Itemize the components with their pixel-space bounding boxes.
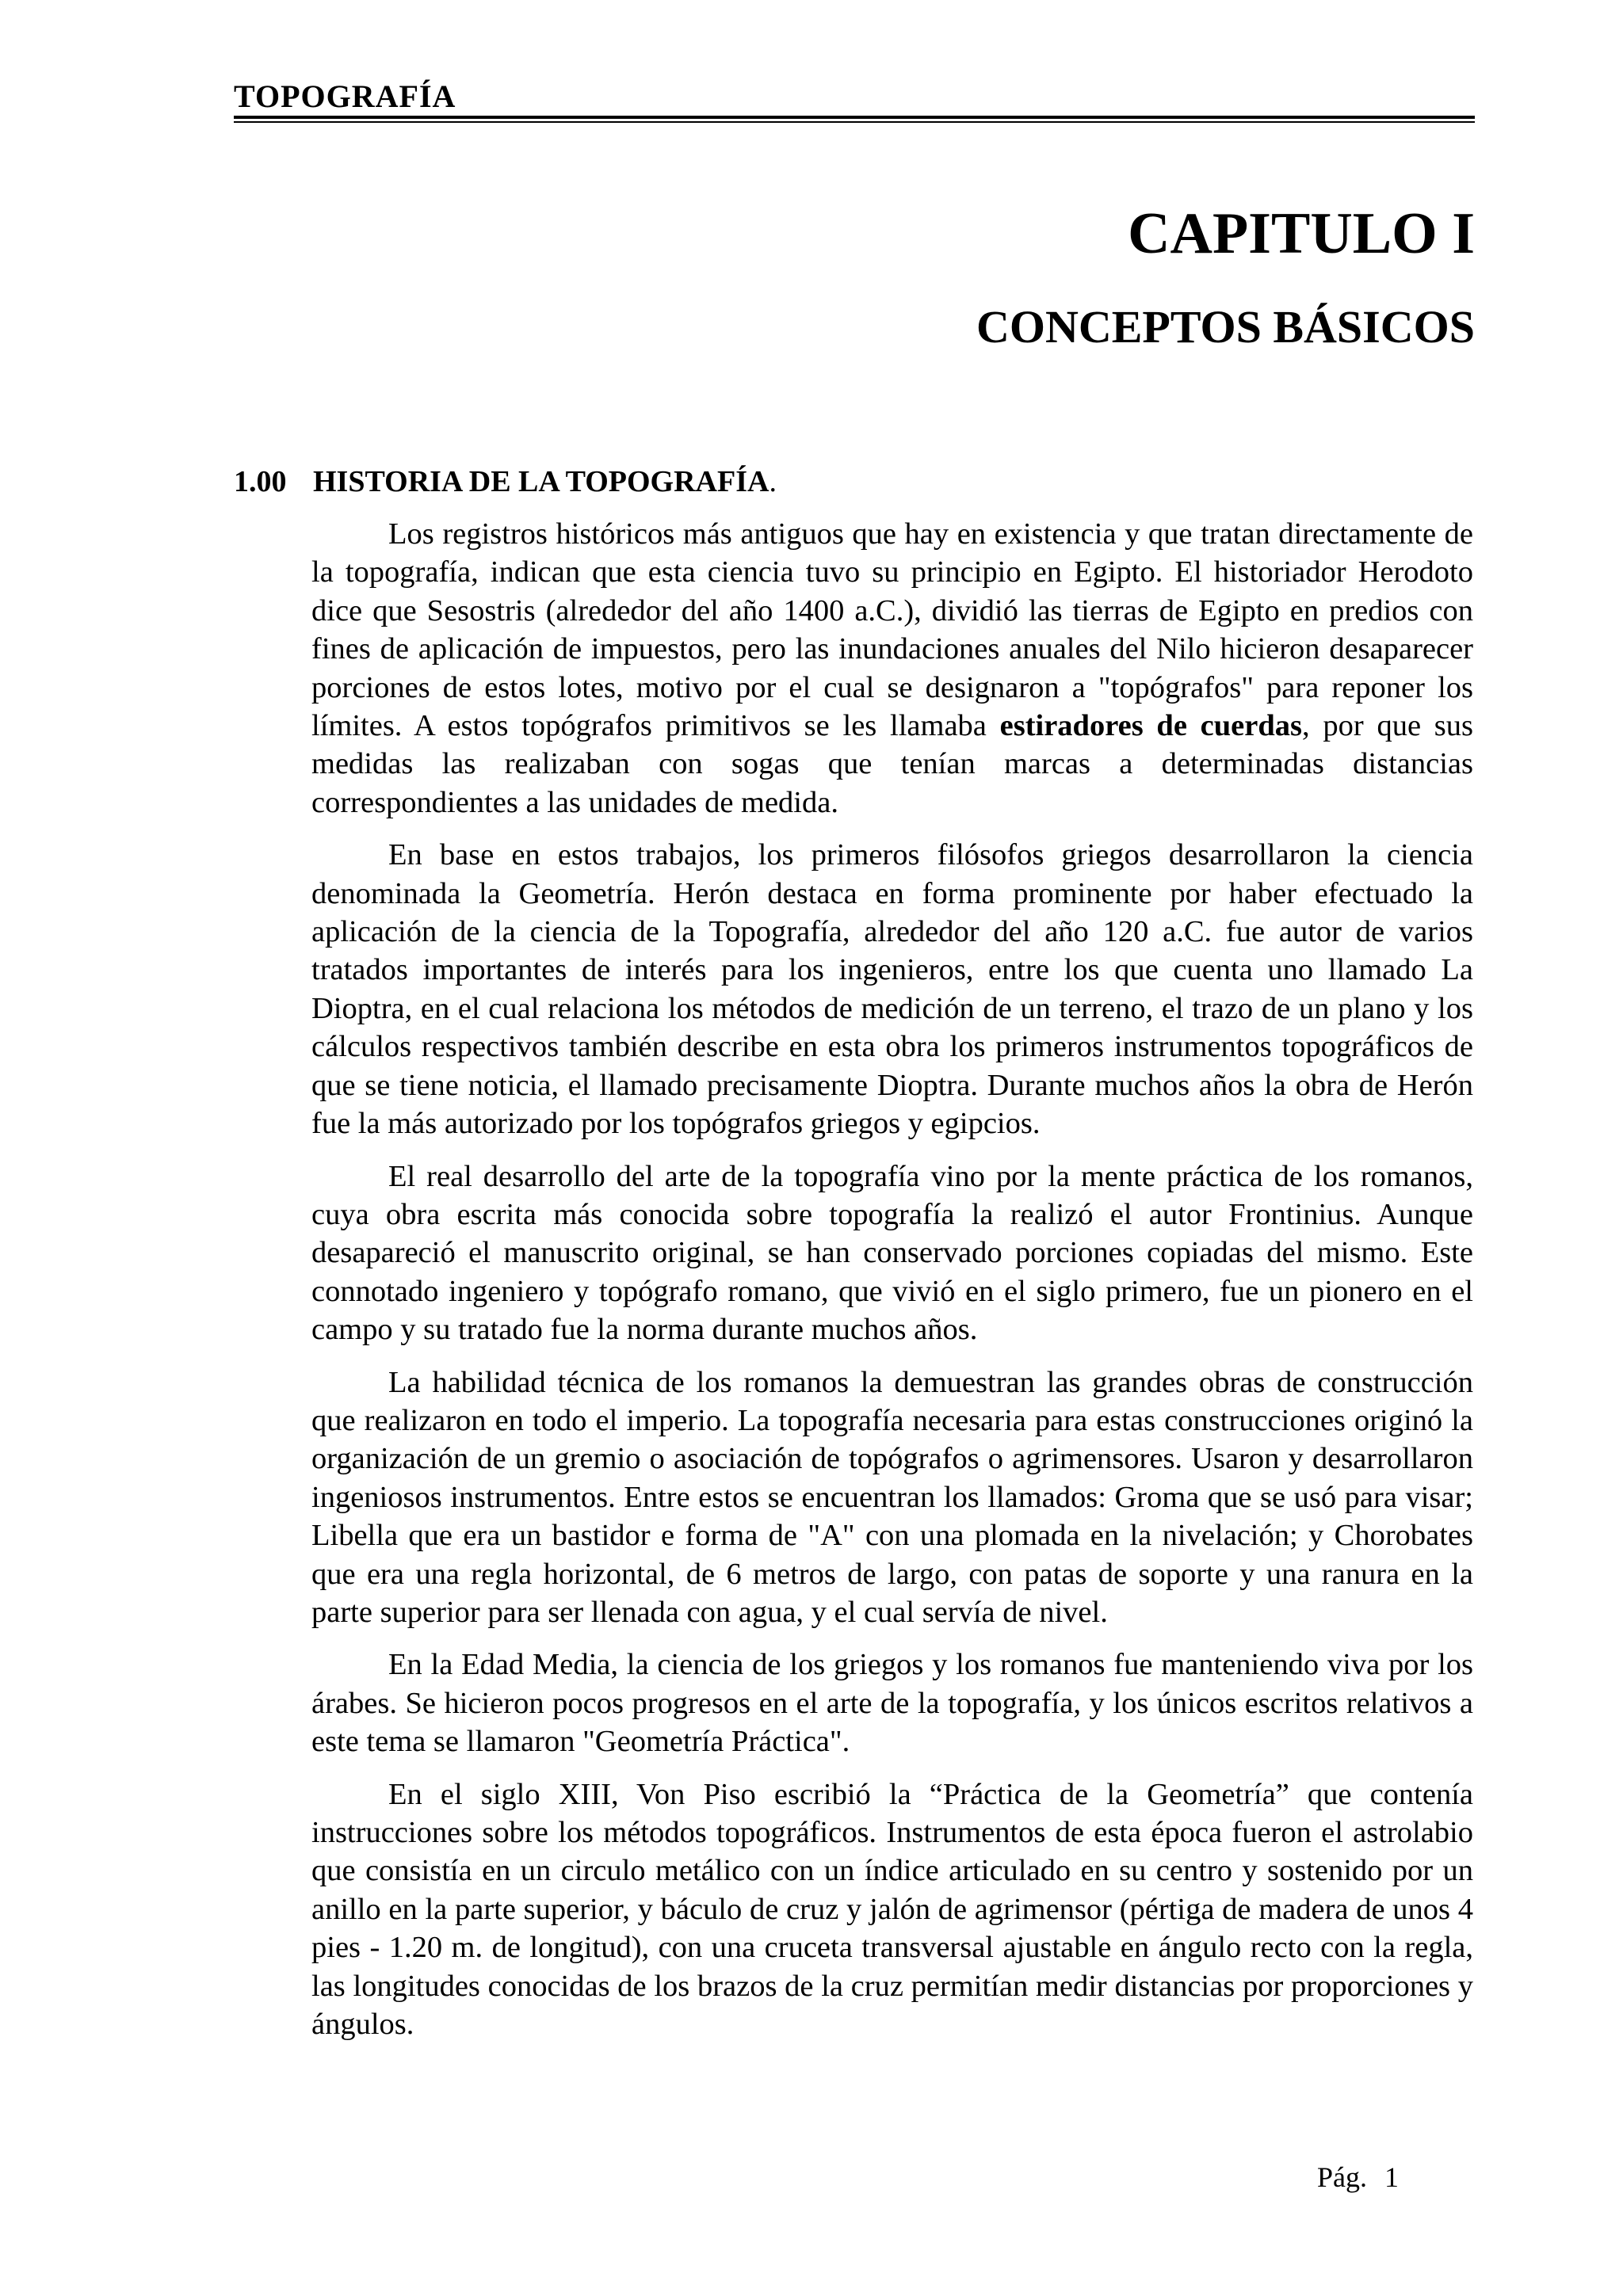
- paragraph-5: En la Edad Media, la ciencia de los griegos y los romanos fue manteniendo viva por los árabes. Se hicieron pocos progresos en el arte de la topografía, y los únicos escritos relativos a este tema se llamaron "Geometría Práctica".: [311, 1648, 1473, 1759]
- chapter-subtitle: CONCEPTOS BÁSICOS: [976, 301, 1475, 353]
- header-rule-thick: [234, 116, 1475, 119]
- bold-term: estiradores de cuerdas: [999, 709, 1302, 743]
- page-number: [1317, 2160, 1399, 2195]
- page-number-value: 1: [1384, 2161, 1399, 2193]
- paragraph-1-text-start: Los registros históricos más antiguos que hay en existencia y que tratan directamente de la topografía, indican que esta ciencia tuvo su principio en Egipto. El historiador Herodoto dice que Sesostris (alrededor del año 1400 a.C.), dividió las tierras de Egipto en predios con fines de aplicación de impuestos, pero las inundaciones anuales del Nilo hicieron desaparecer porciones de estos lotes, motivo por el cual se designaron a "topógrafos" para reponer los límites. A estos topógrafos primitivos se les llamaba: [311, 517, 1473, 743]
- section-number: 1.00: [234, 465, 287, 498]
- page-label: Pág.: [1317, 2161, 1367, 2193]
- paragraph-6: En el siglo XIII, Von Piso escribió la “Práctica de la Geometría” que contenía instrucciones sobre los métodos topográficos. Instrumentos de esta época fueron el astrolabio que consistía en un circulo metálico con un índice articulado en su centro y sostenido por un anillo en la parte superior, y báculo de cruz y jalón de agrimensor (pértiga de madera de unos 4 pies - 1.20 m. de longitud), con una cruceta transversal ajustable en ángulo recto con la regla, las longitudes conocidas de los brazos de la cruz permitían medir distancias por proporciones y ángulos.: [311, 1777, 1473, 2042]
- paragraph-4: La habilidad técnica de los romanos la demuestran las grandes obras de construcción que realizaron en todo el imperio. La topografía necesaria para estas construcciones originó la organización de un gremio o asociación de topógrafos o agrimensores. Usaron y desarrollaron ingeniosos instrumentos. Entre estos se encuentran los llamados: Groma que se usó para visar; Libella que era un bastidor e forma de "A" con una plomada en la nivelación; y Chorobates que era una regla horizontal, de 6 metros de largo, con patas de soporte y una ranura en la parte superior para ser llenada con agua, y el cual servía de nivel.: [311, 1365, 1473, 1629]
- section-title-period: .: [769, 465, 777, 498]
- section-heading: [234, 463, 777, 501]
- paragraph-2: En base en estos trabajos, los primeros filósofos griegos desarrollaron la ciencia denominada la Geometría. Herón destaca en forma prominente por haber efectuado la aplicación de la ciencia de la Topografía, alrededor del año 120 a.C. fue autor de varios tratados importantes de interés para los ingenieros, entre los que cuenta uno llamado La Dioptra, en el cual relaciona los métodos de medición de un terreno, el trazo de un plano y los cálculos respectivos también describe en esta obra los primeros instrumentos topográficos de que se tiene noticia, el llamado precisamente Dioptra. Durante muchos años la obra de Herón fue la más autorizado por los topógrafos griegos y egipcios.: [311, 838, 1473, 1141]
- paragraph-1: [311, 515, 1473, 822]
- chapter-title: CAPITULO I: [1128, 201, 1475, 266]
- paragraph-3: El real desarrollo del arte de la topografía vino por la mente práctica de los romanos, cuya obra escrita más conocida sobre topografía la realizó el autor Frontinius. Aunque desapareció el manuscrito original, se han conservado porciones copiadas del mismo. Este connotado ingeniero y topógrafo romano, que vivió en el siglo primero, fue un pionero en el campo y su tratado fue la norma durante muchos años.: [311, 1159, 1473, 1347]
- paragraph-1-text-end: , por que sus medidas las realizaban con sogas que tenían marcas a determinadas distancias correspondientes a las unidades de medida.: [311, 709, 1473, 819]
- body-text: [311, 515, 1473, 2058]
- running-header: TOPOGRAFÍA: [234, 78, 456, 114]
- header-rule-thin: [234, 121, 1475, 123]
- section-title: HISTORIA DE LA TOPOGRAFÍA: [313, 465, 769, 498]
